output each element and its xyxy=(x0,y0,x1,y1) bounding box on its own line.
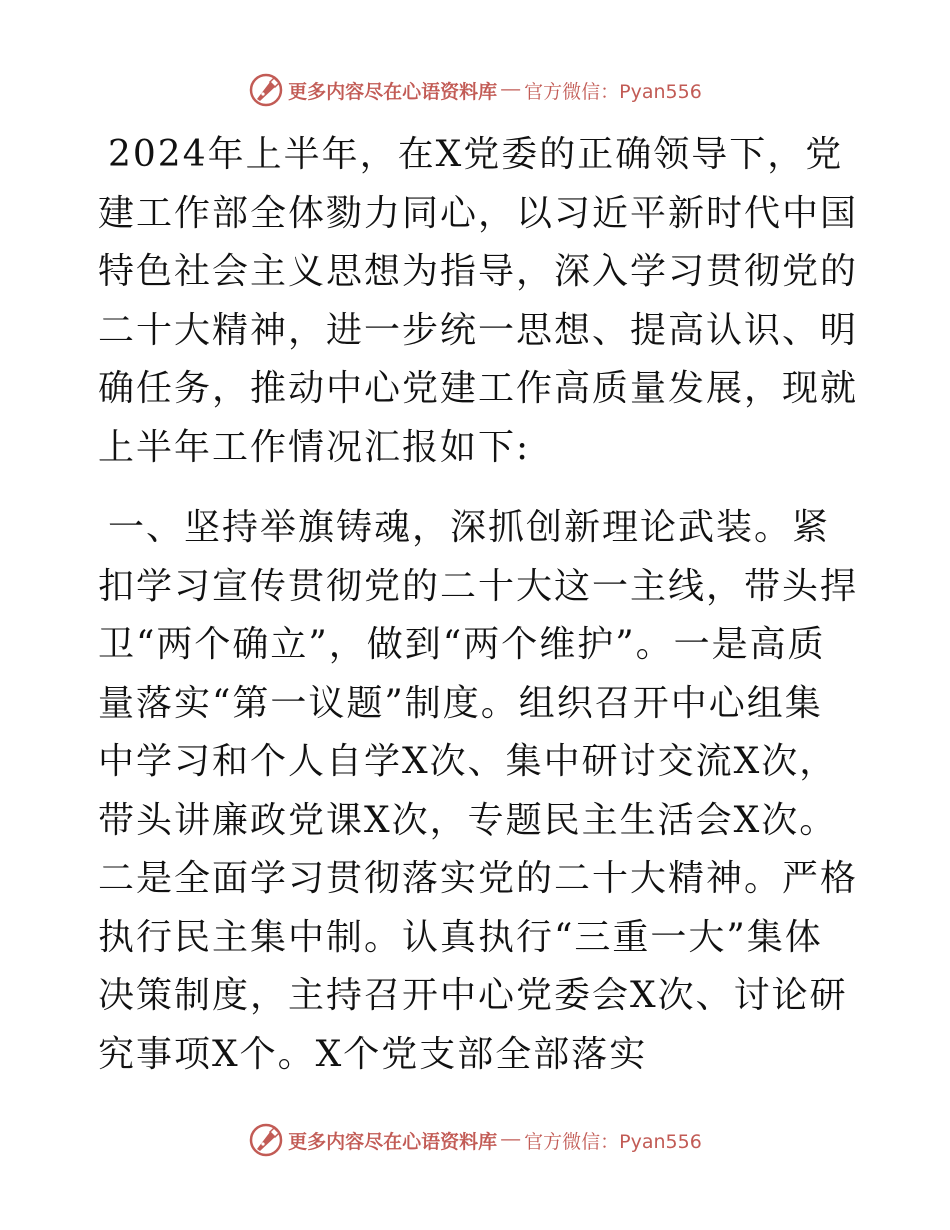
document-body xyxy=(98,126,858,1084)
watermark-contact-text: 官方微信：Pyan556 xyxy=(524,80,702,103)
footer-watermark xyxy=(0,1120,950,1160)
watermark-contact-text: 官方微信：Pyan556 xyxy=(524,1130,702,1153)
paragraph-section-one: 一、坚持举旗铸魂，深抓创新理论武装。紧扣学习宣传贯彻党的二十大这一主线，带头捍卫“两个确立”，做到“两个维护”。一是高质量落实“第一议题”制度。组织召开中心组集中学习和个人自学X次、集中研讨交流X次，带头讲廉政党课X次，专题民主生活会X次。二是全面学习贯彻落实党的二十大精神。严格执行民主集中制。认真执行“三重一大”集体决策制度，主持召开中心党委会X次、讨论研究事项X个。X个党支部全部落实 xyxy=(98,507,859,1075)
watermark-separator: — xyxy=(501,79,521,100)
watermark-brand-text: 更多内容尽在心语资料库 xyxy=(288,1130,498,1153)
pen-nib-seal-icon xyxy=(248,1122,284,1158)
watermark-separator: — xyxy=(501,1129,521,1150)
header-watermark xyxy=(0,70,950,110)
paragraph-intro: 2024年上半年，在X党委的正确领导下，党建工作部全体勠力同心，以习近平新时代中国特色社会主义思想为指导，深入学习贯彻党的二十大精神，进一步统一思想、提高认识、明确任务，推动中心党建工作高质量发展，现就上半年工作情况汇报如下: xyxy=(98,134,859,468)
watermark-brand-text: 更多内容尽在心语资料库 xyxy=(288,80,498,103)
pen-nib-seal-icon xyxy=(248,72,284,108)
